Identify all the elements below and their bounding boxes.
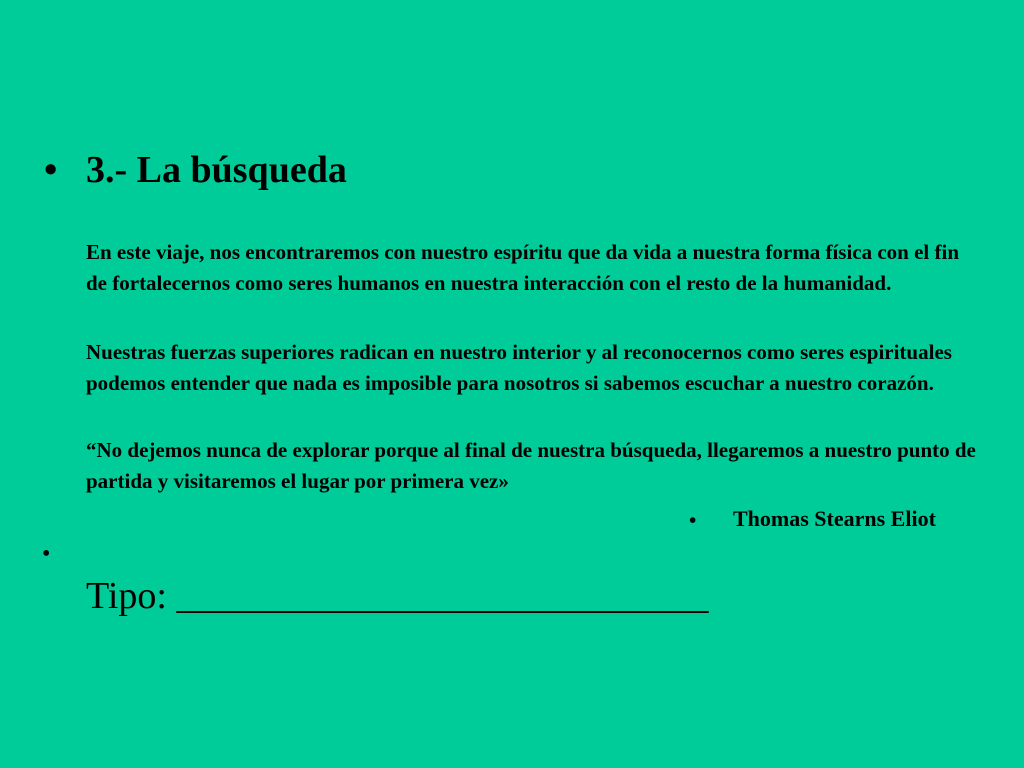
- heading-bullet: •: [44, 149, 58, 191]
- paragraph-intro: En este viaje, nos encontraremos con nuestro espíritu que da vida a nuestra forma física con el fin de fortalecernos como seres humanos en nuestra interacción con el resto de la humanidad.: [86, 240, 960, 295]
- paragraph-quote: “No dejemos nunca de explorar porque al final de nuestra búsqueda, llegaremos a nuestro punto de partida y visitaremos el lugar por primera vez»: [86, 438, 976, 493]
- tipo-fill-in-line: Tipo: ____________________________: [86, 575, 709, 617]
- author-bullet: •: [689, 508, 697, 532]
- quote-author: Thomas Stearns Eliot: [733, 506, 936, 531]
- second-bullet: •: [42, 541, 51, 567]
- paragraph-inner-strength: Nuestras fuerzas superiores radican en nuestro interior y al reconocernos como seres espirituales podemos entender que nada es imposible para nosotros si sabemos escuchar a nuestro corazón.: [86, 340, 952, 395]
- slide-heading: 3.- La búsqueda: [86, 149, 347, 191]
